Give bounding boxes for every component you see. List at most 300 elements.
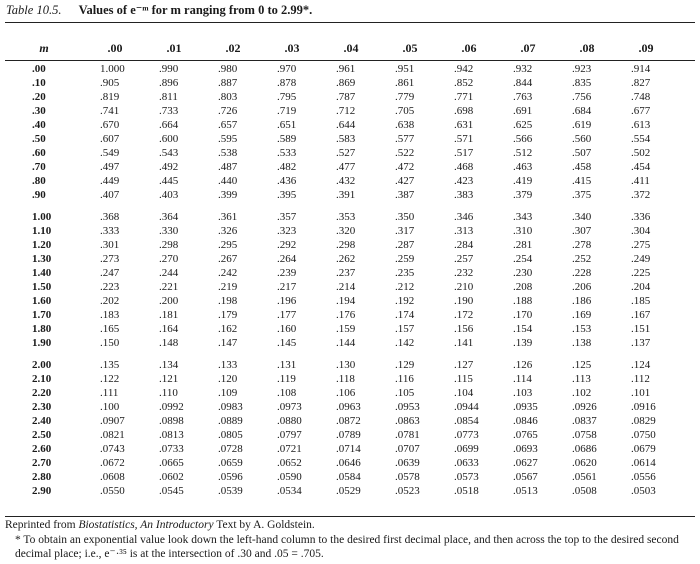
table-cell: .154	[513, 323, 533, 335]
table-cell: .914	[631, 63, 651, 75]
table-cell: .138	[572, 337, 592, 349]
table-cell: .923	[572, 63, 592, 75]
table-cell: .295	[218, 239, 238, 251]
table-row	[0, 62, 700, 76]
table-cell: .210	[454, 281, 474, 293]
table-number: Table 10.5.	[6, 3, 62, 17]
table-cell: .230	[513, 267, 533, 279]
bottom-rule	[5, 516, 695, 517]
table-row	[0, 322, 700, 336]
table-cell: .379	[513, 189, 533, 201]
table-cell: .346	[454, 211, 474, 223]
table-cell: .301	[100, 239, 120, 251]
table-cell: .273	[100, 253, 120, 265]
table-cell: .167	[631, 309, 651, 321]
table-cell: .106	[336, 387, 356, 399]
table-cell: .560	[572, 133, 592, 145]
table-cell: .287	[395, 239, 415, 251]
table-cell: .835	[572, 77, 592, 89]
table-cell: .181	[159, 309, 179, 321]
table-cell: .657	[218, 119, 238, 131]
table-cell: .0602	[159, 471, 184, 483]
header-rule	[5, 60, 695, 61]
table-row	[0, 442, 700, 456]
table-cell: .0693	[513, 443, 538, 455]
table-cell: .333	[100, 225, 120, 237]
table-cell: .719	[277, 105, 297, 117]
table-cell: .0781	[395, 429, 420, 441]
table-cell: .827	[631, 77, 651, 89]
table-body	[0, 62, 700, 498]
table-cell: .110	[159, 387, 178, 399]
table-cell: .905	[100, 77, 120, 89]
table-cell: .361	[218, 211, 238, 223]
table-cell: .0973	[277, 401, 302, 413]
table-cell: .458	[572, 161, 592, 173]
table-cell: .970	[277, 63, 297, 75]
table-cell: .787	[336, 91, 356, 103]
table-cell: .803	[218, 91, 238, 103]
table-cell: .113	[572, 373, 591, 385]
table-cell: .264	[277, 253, 297, 265]
table-cell: .0672	[100, 457, 125, 469]
table-cell: .691	[513, 105, 533, 117]
table-cell: .257	[454, 253, 474, 265]
table-cell: .114	[513, 373, 532, 385]
table-row	[0, 336, 700, 350]
row-group	[0, 358, 700, 498]
table-cell: .527	[336, 147, 356, 159]
row-label: .50	[32, 133, 46, 145]
table-cell: .247	[100, 267, 120, 279]
table-cell: .0837	[572, 415, 597, 427]
table-cell: .111	[100, 387, 119, 399]
table-cell: .104	[454, 387, 474, 399]
table-row	[0, 76, 700, 90]
table-cell: .292	[277, 239, 297, 251]
table-cell: .677	[631, 105, 651, 117]
row-label: 2.40	[32, 415, 52, 427]
table-cell: .200	[159, 295, 179, 307]
table-cell: .0584	[336, 471, 361, 483]
table-row	[0, 224, 700, 238]
table-cell: .249	[631, 253, 651, 265]
table-cell: .0550	[100, 485, 125, 497]
table-cell: .0758	[572, 429, 597, 441]
table-cell: .267	[218, 253, 238, 265]
table-title	[6, 2, 312, 18]
table-cell: .436	[277, 175, 297, 187]
table-cell: .298	[336, 239, 356, 251]
table-cell: .194	[336, 295, 356, 307]
table-cell: .330	[159, 225, 179, 237]
table-cell: .0983	[218, 401, 243, 413]
table-cell: .204	[631, 281, 651, 293]
row-label: .60	[32, 147, 46, 159]
table-cell: .176	[336, 309, 356, 321]
column-header: .00	[107, 41, 123, 55]
table-cell: .0608	[100, 471, 125, 483]
table-row	[0, 386, 700, 400]
table-cell: .228	[572, 267, 592, 279]
row-label: 1.20	[32, 239, 52, 251]
table-cell: .317	[395, 225, 415, 237]
table-cell: .861	[395, 77, 415, 89]
table-cell: .411	[631, 175, 650, 187]
table-cell: .445	[159, 175, 179, 187]
table-cell: .407	[100, 189, 120, 201]
table-cell: .0728	[218, 443, 243, 455]
table-row	[0, 146, 700, 160]
table-cell: .0646	[336, 457, 361, 469]
table-cell: .0679	[631, 443, 656, 455]
table-cell: .726	[218, 105, 238, 117]
table-cell: .664	[159, 119, 179, 131]
table-cell: .595	[218, 133, 238, 145]
table-cell: .217	[277, 281, 297, 293]
table-cell: .497	[100, 161, 120, 173]
top-rule	[5, 22, 695, 23]
table-cell: .160	[277, 323, 297, 335]
table-cell: .980	[218, 63, 238, 75]
table-cell: .419	[513, 175, 533, 187]
table-cell: .0614	[631, 457, 656, 469]
table-cell: .942	[454, 63, 474, 75]
table-cell: .221	[159, 281, 179, 293]
table-cell: .219	[218, 281, 238, 293]
table-cell: .353	[336, 211, 356, 223]
table-cell: .156	[454, 323, 474, 335]
table-cell: .819	[100, 91, 120, 103]
table-cell: .105	[395, 387, 415, 399]
table-cell: .0829	[631, 415, 656, 427]
table-cell: .0561	[572, 471, 597, 483]
table-cell: .0534	[277, 485, 302, 497]
table-cell: .340	[572, 211, 592, 223]
table-cell: .472	[395, 161, 415, 173]
table-cell: .0686	[572, 443, 597, 455]
table-cell: .449	[100, 175, 120, 187]
table-cell: .533	[277, 147, 297, 159]
table-cell: .242	[218, 267, 238, 279]
table-cell: .185	[631, 295, 651, 307]
table-cell: .748	[631, 91, 651, 103]
table-cell: .625	[513, 119, 533, 131]
table-cell: .0652	[277, 457, 302, 469]
table-cell: .477	[336, 161, 356, 173]
table-cell: .0699	[454, 443, 479, 455]
column-header: .01	[166, 41, 182, 55]
table-cell: .125	[572, 359, 592, 371]
table-cell: .148	[159, 337, 179, 349]
table-cell: .208	[513, 281, 533, 293]
table-cell: .0916	[631, 401, 656, 413]
table-cell: .0567	[513, 471, 538, 483]
table-cell: .364	[159, 211, 179, 223]
row-label: .70	[32, 161, 46, 173]
table-cell: .395	[277, 189, 297, 201]
table-row	[0, 280, 700, 294]
table-cell: .0863	[395, 415, 420, 427]
table-row	[0, 104, 700, 118]
table-cell: .186	[572, 295, 592, 307]
table-cell: .0733	[159, 443, 184, 455]
table-cell: .0789	[336, 429, 361, 441]
column-header-m: m	[39, 41, 49, 55]
table-cell: .116	[395, 373, 414, 385]
row-label: 2.00	[32, 359, 52, 371]
reprint-prefix: Reprinted from	[5, 519, 79, 531]
table-cell: .512	[513, 147, 533, 159]
table-cell: .651	[277, 119, 297, 131]
table-row	[0, 266, 700, 280]
table-row	[0, 132, 700, 146]
table-cell: .0935	[513, 401, 538, 413]
table-cell: .281	[513, 239, 533, 251]
table-row	[0, 294, 700, 308]
table-row	[0, 428, 700, 442]
table-row	[0, 238, 700, 252]
table-row	[0, 470, 700, 484]
table-cell: .135	[100, 359, 120, 371]
table-cell: .607	[100, 133, 120, 145]
row-label: 1.10	[32, 225, 52, 237]
table-cell: .202	[100, 295, 120, 307]
table-cell: .0992	[159, 401, 184, 413]
table-cell: .126	[513, 359, 533, 371]
table-cell: .600	[159, 133, 179, 145]
table-cell: .259	[395, 253, 415, 265]
table-cell: .0578	[395, 471, 420, 483]
reprint-book-title: Biostatistics, An Introductory	[78, 519, 214, 531]
table-row	[0, 372, 700, 386]
table-cell: .0797	[277, 429, 302, 441]
table-cell: .133	[218, 359, 238, 371]
table-cell: .0889	[218, 415, 243, 427]
table-row	[0, 358, 700, 372]
table-cell: .121	[159, 373, 179, 385]
column-header: .02	[225, 41, 241, 55]
row-label: 2.90	[32, 485, 52, 497]
table-cell: .165	[100, 323, 120, 335]
table-cell: .589	[277, 133, 297, 145]
table-cell: .0639	[395, 457, 420, 469]
table-cell: .0714	[336, 443, 361, 455]
table-cell: .0529	[336, 485, 361, 497]
row-label: 2.50	[32, 429, 52, 441]
table-cell: .170	[513, 309, 533, 321]
table-cell: .644	[336, 119, 356, 131]
table-row	[0, 118, 700, 132]
table-cell: .0846	[513, 415, 538, 427]
table-cell: .137	[631, 337, 651, 349]
table-cell: .932	[513, 63, 533, 75]
table-cell: .122	[100, 373, 120, 385]
table-cell: .670	[100, 119, 120, 131]
table-cell: .432	[336, 175, 356, 187]
table-cell: .177	[277, 309, 297, 321]
table-cell: .101	[631, 387, 651, 399]
table-cell: .206	[572, 281, 592, 293]
table-cell: .0765	[513, 429, 538, 441]
table-cell: .0805	[218, 429, 243, 441]
table-cell: .275	[631, 239, 651, 251]
table-cell: .239	[277, 267, 297, 279]
table-cell: .0627	[513, 457, 538, 469]
table-cell: .638	[395, 119, 415, 131]
reprint-note	[5, 518, 695, 532]
table-cell: .127	[454, 359, 474, 371]
table-cell: .507	[572, 147, 592, 159]
table-cell: .375	[572, 189, 592, 201]
table-cell: .237	[336, 267, 356, 279]
table-cell: .179	[218, 309, 238, 321]
table-cell: .522	[395, 147, 415, 159]
table-cell: .733	[159, 105, 179, 117]
table-cell: .0508	[572, 485, 597, 497]
table-cell: .326	[218, 225, 238, 237]
table-cell: .278	[572, 239, 592, 251]
table-cell: .198	[218, 295, 238, 307]
table-cell: .270	[159, 253, 179, 265]
table-cell: .214	[336, 281, 356, 293]
row-label: 1.50	[32, 281, 52, 293]
column-header: .03	[284, 41, 300, 55]
table-cell: .869	[336, 77, 356, 89]
table-cell: .108	[277, 387, 297, 399]
table-cell: .0620	[572, 457, 597, 469]
table-cell: .130	[336, 359, 356, 371]
table-cell: .0898	[159, 415, 184, 427]
table-cell: .141	[454, 337, 474, 349]
table-cell: .235	[395, 267, 415, 279]
table-cell: .0633	[454, 457, 479, 469]
table-cell: 1.000	[100, 63, 125, 75]
table-cell: .112	[631, 373, 650, 385]
table-cell: .779	[395, 91, 415, 103]
table-cell: .183	[100, 309, 120, 321]
table-cell: .0880	[277, 415, 302, 427]
table-cell: .887	[218, 77, 238, 89]
table-cell: .100	[100, 401, 120, 413]
table-cell: .0518	[454, 485, 479, 497]
table-cell: .368	[100, 211, 120, 223]
table-cell: .232	[454, 267, 474, 279]
table-cell: .619	[572, 119, 592, 131]
table-row	[0, 252, 700, 266]
table-cell: .0963	[336, 401, 361, 413]
row-label: 1.40	[32, 267, 52, 279]
table-cell: .115	[454, 373, 473, 385]
table-cell: .172	[454, 309, 474, 321]
table-cell: .323	[277, 225, 297, 237]
table-cell: .147	[218, 337, 238, 349]
row-label: 2.70	[32, 457, 52, 469]
table-cell: .157	[395, 323, 415, 335]
row-label: 1.30	[32, 253, 52, 265]
table-cell: .284	[454, 239, 474, 251]
table-cell: .262	[336, 253, 356, 265]
table-cell: .109	[218, 387, 238, 399]
table-cell: .0907	[100, 415, 125, 427]
table-row	[0, 210, 700, 224]
table-cell: .119	[277, 373, 296, 385]
table-cell: .399	[218, 189, 238, 201]
table-cell: .990	[159, 63, 179, 75]
table-cell: .298	[159, 239, 179, 251]
table-cell: .712	[336, 105, 356, 117]
table-cell: .254	[513, 253, 533, 265]
table-cell: .440	[218, 175, 238, 187]
table-cell: .415	[572, 175, 592, 187]
table-cell: .0573	[454, 471, 479, 483]
table-cell: .0523	[395, 485, 420, 497]
table-cell: .0721	[277, 443, 302, 455]
row-label: 1.00	[32, 211, 52, 223]
table-cell: .896	[159, 77, 179, 89]
column-header: .09	[638, 41, 654, 55]
row-label: .80	[32, 175, 46, 187]
table-cell: .502	[631, 147, 651, 159]
table-row	[0, 414, 700, 428]
table-cell: .357	[277, 211, 297, 223]
table-cell: .192	[395, 295, 415, 307]
table-cell: .174	[395, 309, 415, 321]
row-label: .40	[32, 119, 46, 131]
table-cell: .543	[159, 147, 179, 159]
table-cell: .387	[395, 189, 415, 201]
table-cell: .120	[218, 373, 238, 385]
table-cell: .0513	[513, 485, 538, 497]
table-row	[0, 188, 700, 202]
table-cell: .549	[100, 147, 120, 159]
table-cell: .878	[277, 77, 297, 89]
table-cell: .151	[631, 323, 651, 335]
table-cell: .487	[218, 161, 238, 173]
table-cell: .252	[572, 253, 592, 265]
table-cell: .162	[218, 323, 238, 335]
table-cell: .0854	[454, 415, 479, 427]
table-cell: .310	[513, 225, 533, 237]
table-cell: .0872	[336, 415, 361, 427]
row-group	[0, 62, 700, 202]
table-cell: .118	[336, 373, 355, 385]
table-cell: .223	[100, 281, 120, 293]
table-cell: .372	[631, 189, 651, 201]
row-label: 2.60	[32, 443, 52, 455]
table-cell: .144	[336, 337, 356, 349]
table-cell: .454	[631, 161, 651, 173]
table-row	[0, 484, 700, 498]
table-cell: .313	[454, 225, 474, 237]
table-cell: .613	[631, 119, 651, 131]
row-label: .20	[32, 91, 46, 103]
table-cell: .169	[572, 309, 592, 321]
table-cell: .0545	[159, 485, 184, 497]
table-cell: .538	[218, 147, 238, 159]
table-cell: .705	[395, 105, 415, 117]
table-cell: .684	[572, 105, 592, 117]
table-cell: .102	[572, 387, 592, 399]
table-cell: .0596	[218, 471, 243, 483]
row-label: 2.20	[32, 387, 52, 399]
table-cell: .961	[336, 63, 356, 75]
table-cell: .427	[395, 175, 415, 187]
table-cell: .304	[631, 225, 651, 237]
table-cell: .577	[395, 133, 415, 145]
table-cell: .196	[277, 295, 297, 307]
table-cell: .0743	[100, 443, 125, 455]
